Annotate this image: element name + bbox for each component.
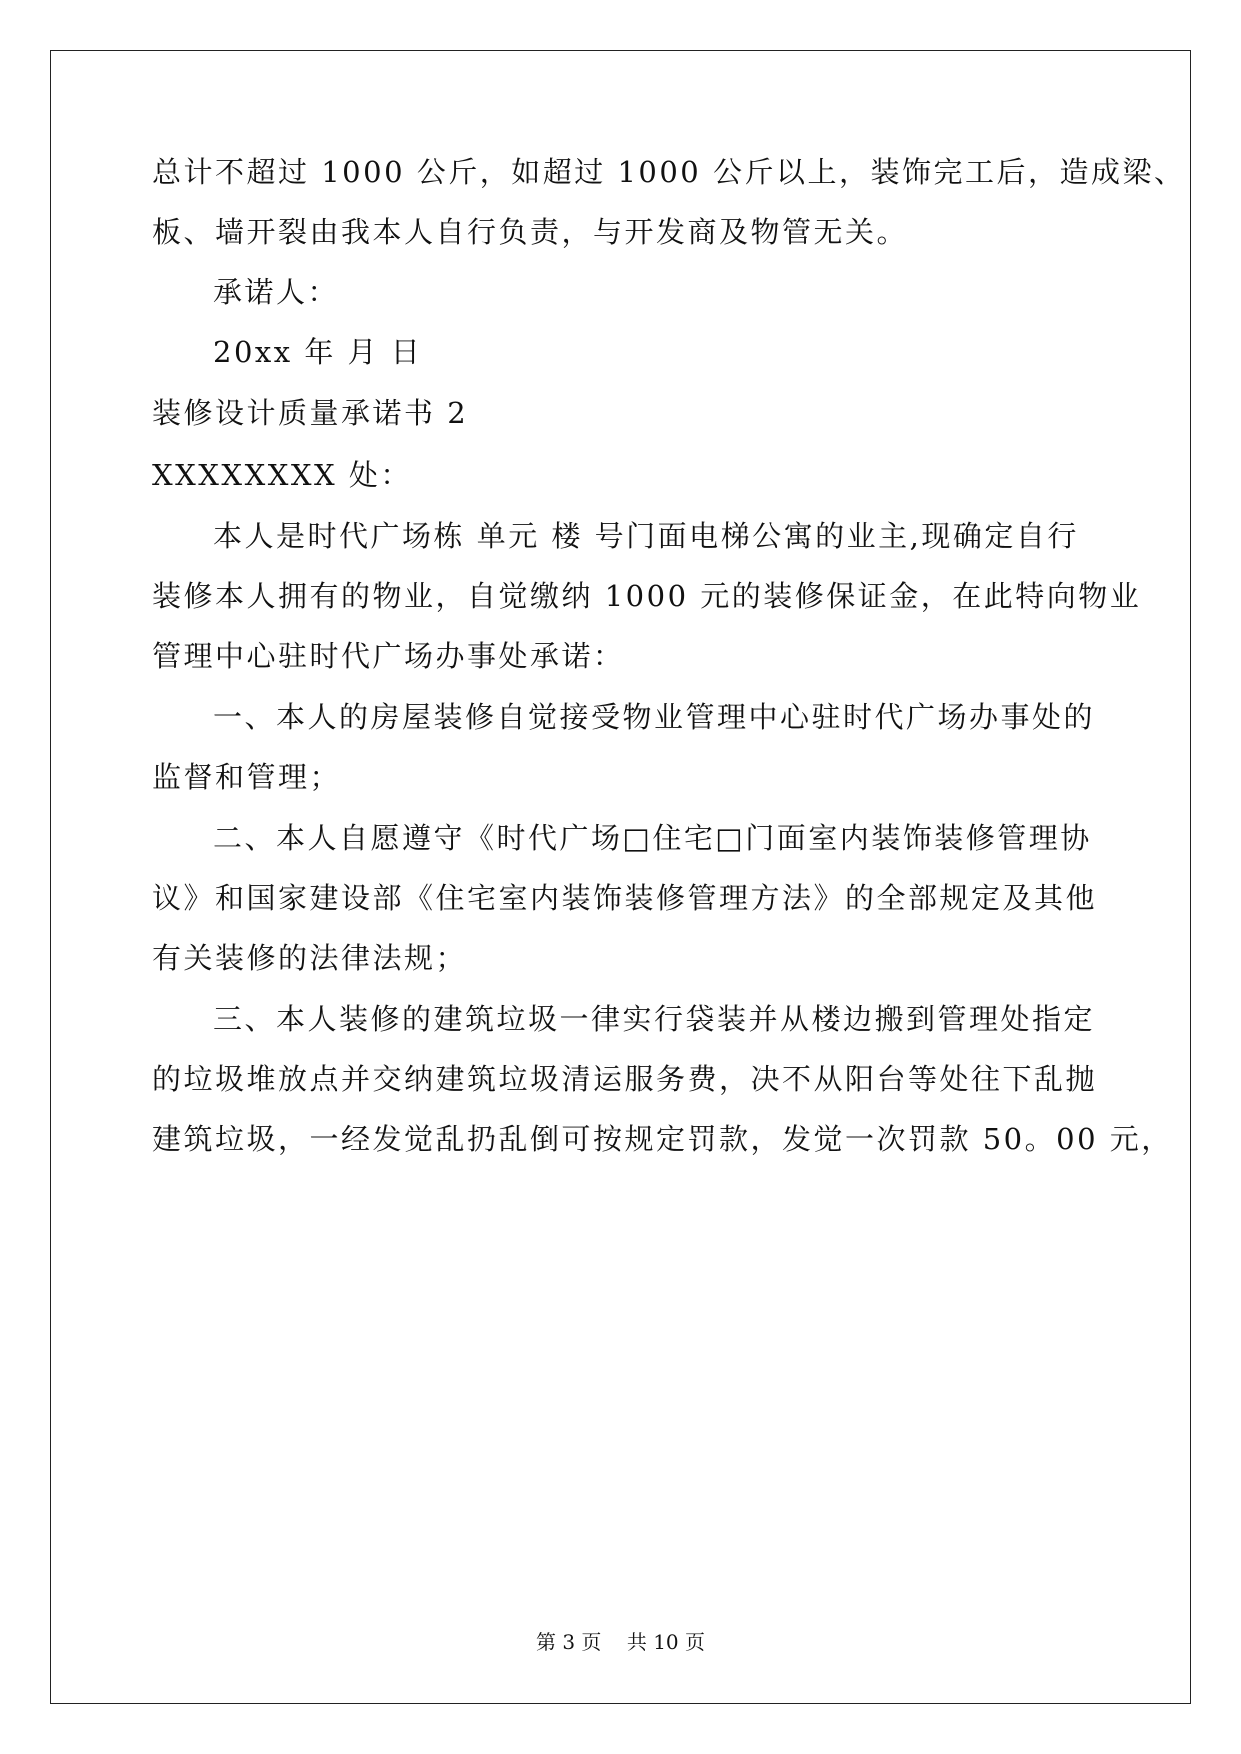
text-line: 本人是时代广场栋 单元 楼 号门面电梯公寓的业主,现确定自行	[213, 519, 1079, 553]
date-line: 20xx 年 月 日	[213, 335, 423, 369]
text-line: 总计不超过 1000 公斤，如超过 1000 公斤以上，装饰完工后，造成梁、	[152, 155, 1186, 189]
clause-3: 三、本人装修的建筑垃圾一律实行袋装并从楼边搬到管理处指定	[213, 1002, 1096, 1036]
text-line: 监督和管理；	[152, 760, 342, 794]
text-line: 装修本人拥有的物业，自觉缴纳 1000 元的装修保证金，在此特向物业	[152, 579, 1142, 613]
addressee: XXXXXXXX 处：	[152, 458, 412, 492]
text-line: 建筑垃圾，一经发觉乱扔乱倒可按规定罚款，发觉一次罚款 50。00 元，	[152, 1122, 1173, 1156]
text-line: 议》和国家建设部《住宅室内装饰装修管理方法》的全部规定及其他	[152, 881, 1098, 915]
text-line: 有关装修的法律法规；	[152, 941, 468, 975]
page-number-footer: 第 3 页 共 10 页	[535, 1630, 706, 1654]
text-line: 板、墙开裂由我本人自行负责，与开发商及物管无关。	[152, 215, 909, 249]
text-line: 的垃圾堆放点并交纳建筑垃圾清运服务费，决不从阳台等处往下乱抛	[152, 1062, 1098, 1096]
section-title: 装修设计质量承诺书 2	[152, 396, 469, 430]
clause-2: 二、本人自愿遵守《时代广场□住宅□门面室内装饰装修管理协	[213, 821, 1092, 855]
text-line: 管理中心驻时代广场办事处承诺：	[152, 639, 625, 673]
signatory-label: 承诺人：	[213, 275, 340, 309]
clause-1: 一、本人的房屋装修自觉接受物业管理中心驻时代广场办事处的	[213, 700, 1096, 734]
